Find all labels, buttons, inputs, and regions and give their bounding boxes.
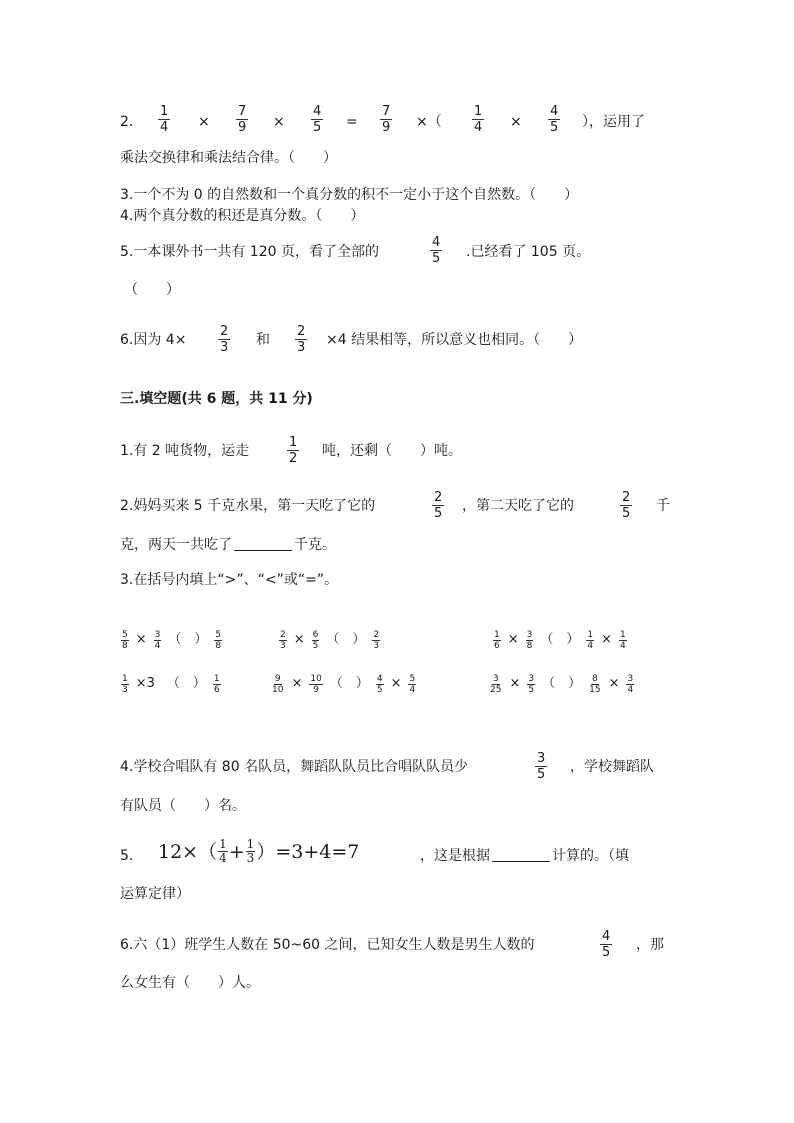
fraction-denominator: 4 bbox=[474, 120, 483, 135]
compare-answer-paren[interactable]: （ ） bbox=[542, 676, 582, 691]
compare-operator: × bbox=[293, 632, 305, 647]
fill-q4-line2: 有队员（ ）名。 bbox=[120, 798, 246, 814]
judge-q2-fraction-2 bbox=[236, 104, 248, 135]
compare-fraction: $\frac{5}{8}$ bbox=[215, 629, 222, 651]
fill-q2-line2 bbox=[120, 535, 336, 555]
compare-item-r2-2 bbox=[270, 672, 417, 696]
compare-answer-paren[interactable]: （ ） bbox=[168, 632, 208, 647]
expr-fraction-2: $\frac{1}{3}$ bbox=[246, 837, 255, 865]
fill-q2-mid: ，第二天吃了它的 bbox=[462, 498, 574, 514]
fraction-denominator: 5 bbox=[434, 506, 443, 521]
expr-plus: + bbox=[228, 840, 245, 863]
compare-fraction: $\frac{4}{5}$ bbox=[376, 673, 383, 695]
compare-operator: × bbox=[390, 676, 402, 691]
compare-answer-paren[interactable]: （ ） bbox=[329, 676, 369, 691]
fill-q5-answer-blank[interactable] bbox=[492, 847, 550, 862]
fraction-numerator: 2 bbox=[622, 490, 631, 505]
compare-fraction: $\frac{1}{4}$ bbox=[587, 629, 594, 651]
fill-q6-fraction bbox=[600, 929, 612, 960]
fraction-numerator: 4 bbox=[313, 104, 322, 119]
fraction-numerator: 2 bbox=[297, 324, 306, 339]
fill-q5-post-text: ，这是根据 bbox=[420, 848, 490, 864]
compare-fraction: $\frac{1}{6}$ bbox=[213, 673, 220, 695]
compare-answer-paren[interactable]: （ ） bbox=[326, 632, 366, 647]
compare-operator: ×3 bbox=[135, 676, 155, 691]
judge-q2-times-4: × bbox=[510, 114, 522, 130]
compare-fraction: $\frac{3}{25}$ bbox=[490, 673, 502, 695]
judge-q6-mid: 和 bbox=[256, 332, 270, 348]
fill-q2-tail: 千 bbox=[656, 498, 670, 514]
fill-q4-fraction bbox=[535, 751, 547, 782]
fill-q4-post: ，学校舞蹈队 bbox=[570, 759, 654, 775]
fraction-denominator: 5 bbox=[602, 945, 611, 960]
compare-fraction: $\frac{3}{4}$ bbox=[154, 629, 161, 651]
compare-item-r1-1 bbox=[120, 628, 223, 652]
section-3-title: 三.填空题(共 6 题，共 11 分) bbox=[120, 391, 313, 407]
judge-q3: 3.一个不为 0 的自然数和一个真分数的积不一定小于这个自然数。（ ） bbox=[120, 187, 579, 203]
expr-prefix: 12×（ bbox=[158, 840, 218, 863]
fraction-denominator: 5 bbox=[432, 251, 441, 266]
judge-q2-equals: = bbox=[346, 114, 358, 130]
fill-q5-expression bbox=[158, 838, 359, 865]
fraction-numerator: 2 bbox=[434, 490, 443, 505]
fraction-numerator: 1 bbox=[289, 435, 298, 450]
fill-q1-post: 吨，还剩（ ）吨。 bbox=[322, 443, 462, 459]
compare-item-r2-3 bbox=[488, 672, 635, 696]
compare-item-r1-3 bbox=[492, 628, 628, 652]
judge-q2-tail: ），运用了 bbox=[582, 114, 645, 130]
compare-operator: × bbox=[135, 632, 147, 647]
fraction-numerator: 1 bbox=[160, 104, 169, 119]
judge-q2-number: 2. bbox=[120, 114, 134, 130]
compare-fraction: $\frac{3}{4}$ bbox=[627, 673, 634, 695]
judge-q6-fraction-2 bbox=[295, 324, 307, 355]
judge-q2-fraction-4 bbox=[380, 104, 392, 135]
fill-q3-title: 3.在括号内填上“>”、“<”或“=”。 bbox=[120, 572, 339, 588]
fill-q1-fraction bbox=[287, 435, 299, 466]
compare-operator: × bbox=[608, 676, 620, 691]
judge-q5-post: .已经看了 105 页。 bbox=[466, 244, 591, 260]
fill-q6-pre: 6.六（1）班学生人数在 50~60 之间，已知女生人数是男生人数的 bbox=[120, 937, 535, 953]
compare-fraction: $\frac{2}{3}$ bbox=[373, 629, 380, 651]
fraction-denominator: 5 bbox=[622, 506, 631, 521]
judge-q2-fraction-1 bbox=[158, 104, 170, 135]
compare-fraction: $\frac{3}{5}$ bbox=[528, 673, 535, 695]
expr-suffix: ）=3+4=7 bbox=[256, 840, 360, 863]
compare-fraction: $\frac{5}{8}$ bbox=[122, 629, 128, 651]
compare-operator: × bbox=[601, 632, 613, 647]
fill-q2-fraction-1 bbox=[432, 490, 444, 521]
fraction-denominator: 9 bbox=[382, 120, 391, 135]
fill-q2-line2-post: 千克。 bbox=[294, 537, 336, 553]
compare-fraction: $\frac{10}{9}$ bbox=[310, 673, 322, 695]
judge-q5-pre: 5.一本课外书一共有 120 页，看了全部的 bbox=[120, 244, 379, 260]
compare-fraction: $\frac{1}{4}$ bbox=[620, 629, 626, 651]
fill-q1-pre: 1.有 2 吨货物，运走 bbox=[120, 443, 250, 459]
fraction-numerator: 3 bbox=[537, 751, 546, 766]
compare-fraction: $\frac{9}{10}$ bbox=[272, 673, 284, 695]
fill-q5-post2-text: 计算的。（填 bbox=[552, 848, 629, 864]
fill-q2-pre: 2.妈妈买来 5 千克水果，第一天吃了它的 bbox=[120, 498, 376, 514]
judge-q4: 4.两个真分数的积还是真分数。（ ） bbox=[120, 208, 365, 224]
fraction-denominator: 3 bbox=[220, 340, 229, 355]
fraction-numerator: 4 bbox=[550, 104, 559, 119]
judge-q6-fraction-1 bbox=[218, 324, 230, 355]
compare-fraction: $\frac{1}{6}$ bbox=[494, 629, 500, 651]
compare-fraction: $\frac{8}{15}$ bbox=[589, 673, 601, 695]
compare-fraction: $\frac{6}{5}$ bbox=[312, 629, 319, 651]
fraction-numerator: 7 bbox=[238, 104, 247, 119]
fill-q5-line2: 运算定律） bbox=[120, 886, 190, 902]
judge-q2-line2: 乘法交换律和乘法结合律。（ ） bbox=[120, 150, 337, 166]
compare-item-r2-1 bbox=[120, 672, 222, 696]
judge-q2-times-paren: ×（ bbox=[416, 114, 442, 130]
compare-fraction: $\frac{1}{3}$ bbox=[122, 673, 128, 695]
compare-answer-paren[interactable]: （ ） bbox=[166, 676, 206, 691]
fill-q6-line2: 么女生有（ ）人。 bbox=[120, 975, 260, 991]
judge-q2-fraction-3 bbox=[311, 104, 323, 135]
judge-q5-answer-paren: （ ） bbox=[124, 282, 180, 298]
compare-answer-paren[interactable]: （ ） bbox=[540, 632, 580, 647]
compare-operator: × bbox=[509, 676, 521, 691]
judge-q2-fraction-6 bbox=[548, 104, 560, 135]
fraction-denominator: 5 bbox=[537, 767, 546, 782]
fraction-numerator: 4 bbox=[602, 929, 611, 944]
fill-q6-post: ，那 bbox=[636, 937, 664, 953]
fraction-denominator: 5 bbox=[550, 120, 559, 135]
fraction-numerator: 4 bbox=[432, 235, 441, 250]
compare-fraction: $\frac{2}{3}$ bbox=[280, 629, 286, 651]
compare-operator: × bbox=[291, 676, 303, 691]
compare-operator: × bbox=[507, 632, 519, 647]
fill-q5-post bbox=[420, 846, 629, 866]
fraction-denominator: 4 bbox=[160, 120, 169, 135]
fraction-denominator: 2 bbox=[289, 451, 298, 466]
fill-q5-number: 5. bbox=[120, 848, 134, 864]
fraction-denominator: 3 bbox=[297, 340, 306, 355]
judge-q6-pre: 6.因为 4× bbox=[120, 332, 187, 348]
fill-q2-fraction-2 bbox=[620, 490, 632, 521]
fill-q2-answer-blank[interactable] bbox=[234, 536, 292, 551]
judge-q2-fraction-5 bbox=[472, 104, 484, 135]
compare-fraction: $\frac{3}{8}$ bbox=[526, 629, 533, 651]
compare-fraction: $\frac{5}{4}$ bbox=[409, 673, 416, 695]
judge-q2-times-2: × bbox=[273, 114, 285, 130]
judge-q5-fraction bbox=[430, 235, 442, 266]
fill-q2-line2-pre: 克，两天一共吃了 bbox=[120, 537, 232, 553]
compare-item-r1-2 bbox=[278, 628, 381, 652]
fraction-numerator: 7 bbox=[382, 104, 391, 119]
fraction-denominator: 5 bbox=[313, 120, 322, 135]
fraction-denominator: 9 bbox=[238, 120, 247, 135]
judge-q2-times-1: × bbox=[198, 114, 210, 130]
judge-q6-post: ×4 结果相等，所以意义也相同。（ ） bbox=[326, 332, 583, 348]
fraction-numerator: 2 bbox=[220, 324, 229, 339]
fraction-numerator: 1 bbox=[474, 104, 483, 119]
fill-q4-pre: 4.学校合唱队有 80 名队员，舞蹈队队员比合唱队队员少 bbox=[120, 759, 469, 775]
expr-fraction-1: $\frac{1}{4}$ bbox=[219, 837, 227, 865]
